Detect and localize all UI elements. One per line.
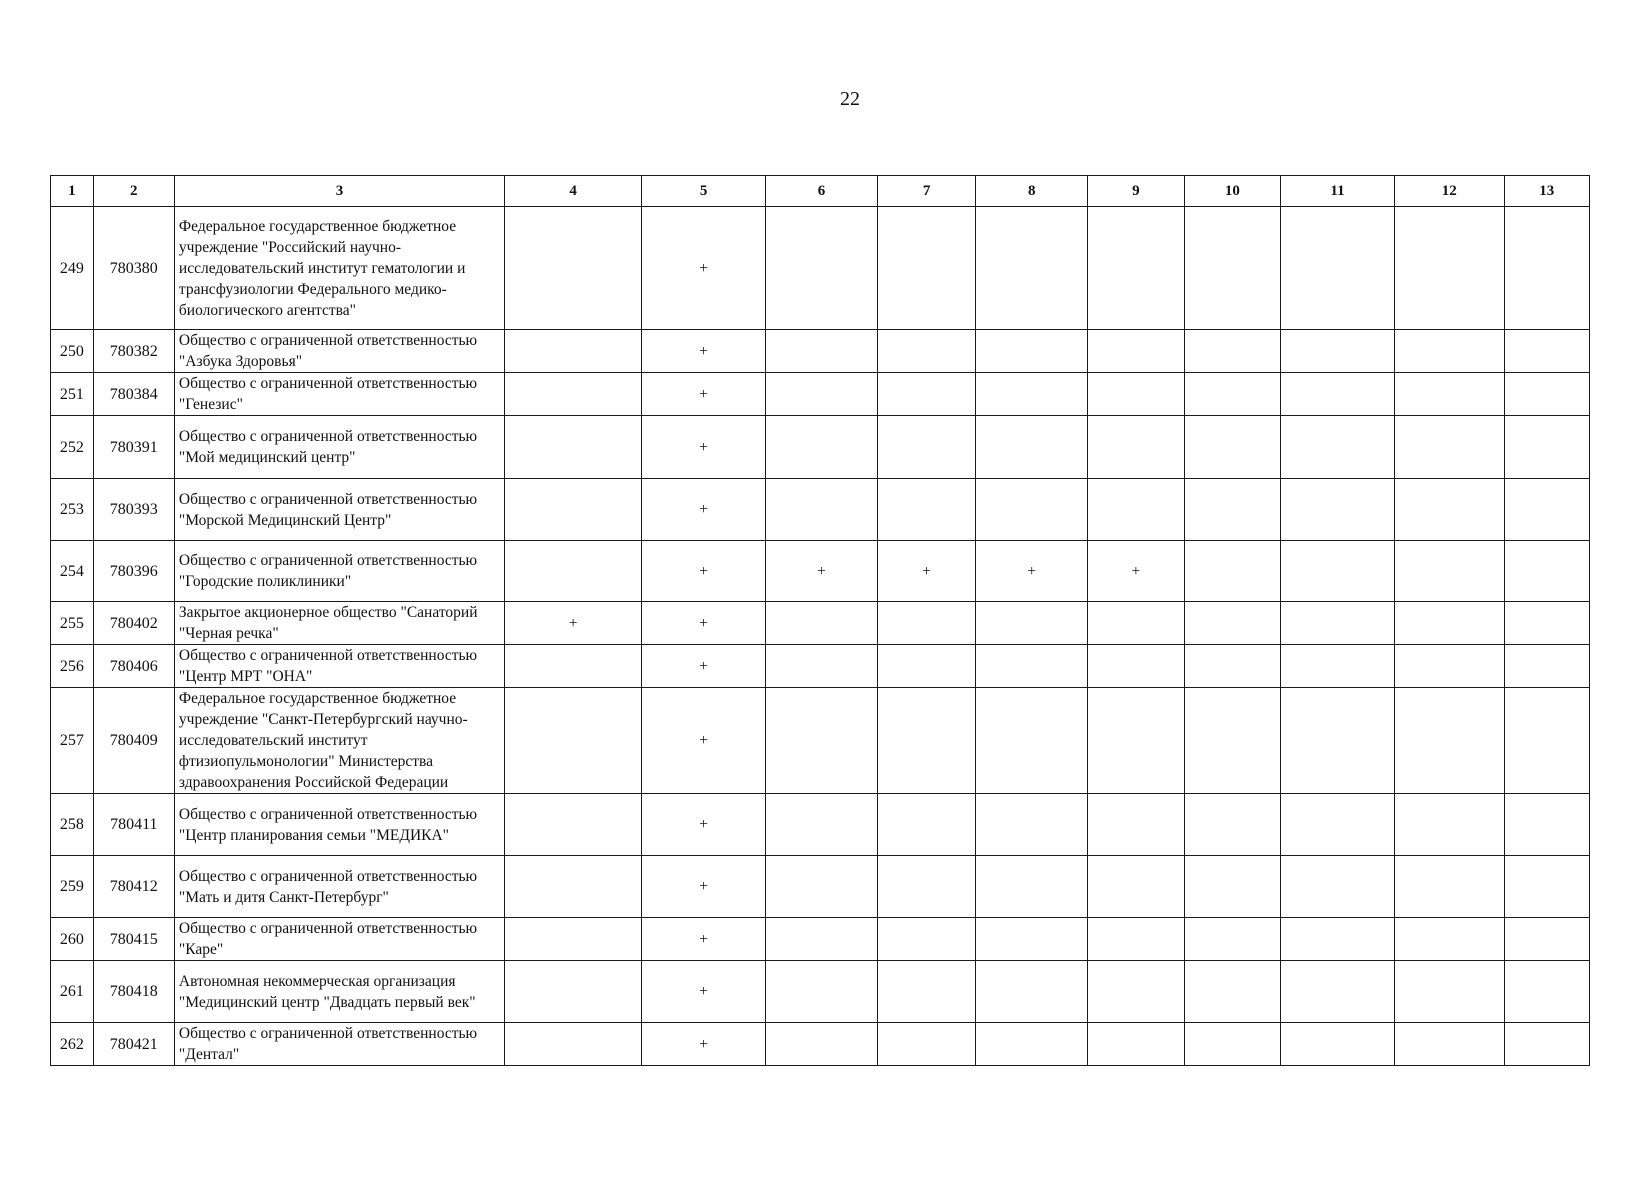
organizations-table: [50, 175, 1590, 1066]
mark-cell-col-11: [1281, 856, 1395, 918]
table-row: [51, 373, 1590, 416]
organization-code: 780412: [93, 856, 174, 918]
row-number: 254: [51, 541, 94, 602]
mark-cell-col-5: +: [642, 1023, 766, 1066]
row-number: 261: [51, 961, 94, 1023]
mark-cell-col-7: [877, 416, 976, 479]
mark-cell-col-13: [1504, 373, 1589, 416]
mark-cell-col-9: [1088, 479, 1185, 541]
mark-cell-col-10: [1184, 207, 1281, 330]
organization-code: 780418: [93, 961, 174, 1023]
mark-cell-col-5: +: [642, 207, 766, 330]
mark-cell-col-8: [976, 207, 1088, 330]
column-header: 10: [1184, 176, 1281, 207]
mark-cell-col-9: [1088, 961, 1185, 1023]
mark-cell-col-11: [1281, 645, 1395, 688]
mark-cell-col-13: [1504, 330, 1589, 373]
mark-cell-col-13: [1504, 479, 1589, 541]
organization-name: Общество с ограниченной ответственностью "Морской Медицинский Центр": [174, 479, 504, 541]
mark-cell-col-10: [1184, 1023, 1281, 1066]
organization-code: 780415: [93, 918, 174, 961]
mark-cell-col-6: +: [766, 541, 878, 602]
mark-cell-col-12: [1394, 207, 1504, 330]
mark-cell-col-7: [877, 330, 976, 373]
organization-name: Федеральное государственное бюджетное учреждение "Российский научно-исследовательский институт гематологии и трансфузиологии Федерального медико-биологического агентства": [174, 207, 504, 330]
mark-cell-col-8: +: [976, 541, 1088, 602]
mark-cell-col-12: [1394, 918, 1504, 961]
mark-cell-col-10: [1184, 373, 1281, 416]
mark-cell-col-4: [505, 541, 642, 602]
row-number: 262: [51, 1023, 94, 1066]
column-header: 7: [877, 176, 976, 207]
mark-cell-col-4: [505, 645, 642, 688]
mark-cell-col-4: [505, 416, 642, 479]
mark-cell-col-12: [1394, 602, 1504, 645]
mark-cell-col-7: [877, 207, 976, 330]
mark-cell-col-8: [976, 416, 1088, 479]
mark-cell-col-13: [1504, 918, 1589, 961]
mark-cell-col-8: [976, 1023, 1088, 1066]
header-row: [51, 176, 1590, 207]
mark-cell-col-7: [877, 918, 976, 961]
organization-code: 780409: [93, 688, 174, 794]
mark-cell-col-8: [976, 856, 1088, 918]
mark-cell-col-8: [976, 645, 1088, 688]
column-header: 8: [976, 176, 1088, 207]
mark-cell-col-7: [877, 794, 976, 856]
mark-cell-col-7: [877, 856, 976, 918]
mark-cell-col-7: [877, 688, 976, 794]
mark-cell-col-4: [505, 961, 642, 1023]
mark-cell-col-12: [1394, 330, 1504, 373]
organization-code: 780396: [93, 541, 174, 602]
mark-cell-col-10: [1184, 918, 1281, 961]
mark-cell-col-4: +: [505, 602, 642, 645]
column-header: 5: [642, 176, 766, 207]
mark-cell-col-4: [505, 373, 642, 416]
row-number: 260: [51, 918, 94, 961]
mark-cell-col-7: [877, 479, 976, 541]
row-number: 256: [51, 645, 94, 688]
mark-cell-col-13: [1504, 207, 1589, 330]
mark-cell-col-13: [1504, 794, 1589, 856]
mark-cell-col-8: [976, 373, 1088, 416]
table-row: [51, 479, 1590, 541]
table-row: [51, 961, 1590, 1023]
table-row: [51, 856, 1590, 918]
organization-name: Общество с ограниченной ответственностью "Азбука Здоровья": [174, 330, 504, 373]
table-row: [51, 1023, 1590, 1066]
mark-cell-col-13: [1504, 1023, 1589, 1066]
column-header: 11: [1281, 176, 1395, 207]
mark-cell-col-12: [1394, 479, 1504, 541]
mark-cell-col-9: [1088, 918, 1185, 961]
mark-cell-col-6: [766, 645, 878, 688]
mark-cell-col-5: +: [642, 479, 766, 541]
mark-cell-col-13: [1504, 688, 1589, 794]
mark-cell-col-6: [766, 794, 878, 856]
mark-cell-col-6: [766, 602, 878, 645]
table-row: [51, 207, 1590, 330]
mark-cell-col-12: [1394, 541, 1504, 602]
mark-cell-col-12: [1394, 645, 1504, 688]
mark-cell-col-9: [1088, 856, 1185, 918]
mark-cell-col-13: [1504, 602, 1589, 645]
row-number: 257: [51, 688, 94, 794]
mark-cell-col-5: +: [642, 602, 766, 645]
mark-cell-col-8: [976, 602, 1088, 645]
mark-cell-col-9: [1088, 688, 1185, 794]
mark-cell-col-4: [505, 1023, 642, 1066]
column-header: 1: [51, 176, 94, 207]
mark-cell-col-9: +: [1088, 541, 1185, 602]
table-row: [51, 918, 1590, 961]
column-header: 3: [174, 176, 504, 207]
mark-cell-col-11: [1281, 373, 1395, 416]
table-body: [51, 207, 1590, 1066]
mark-cell-col-11: [1281, 602, 1395, 645]
table-row: [51, 645, 1590, 688]
column-header: 9: [1088, 176, 1185, 207]
mark-cell-col-11: [1281, 688, 1395, 794]
mark-cell-col-4: [505, 856, 642, 918]
row-number: 249: [51, 207, 94, 330]
organization-name: Закрытое акционерное общество "Санаторий "Черная речка": [174, 602, 504, 645]
organization-code: 780382: [93, 330, 174, 373]
mark-cell-col-7: [877, 1023, 976, 1066]
mark-cell-col-10: [1184, 541, 1281, 602]
mark-cell-col-5: +: [642, 416, 766, 479]
mark-cell-col-9: [1088, 794, 1185, 856]
row-number: 251: [51, 373, 94, 416]
mark-cell-col-9: [1088, 1023, 1185, 1066]
column-header: 6: [766, 176, 878, 207]
mark-cell-col-13: [1504, 645, 1589, 688]
mark-cell-col-9: [1088, 373, 1185, 416]
mark-cell-col-13: [1504, 541, 1589, 602]
organization-name: Общество с ограниченной ответственностью "Каре": [174, 918, 504, 961]
mark-cell-col-6: [766, 373, 878, 416]
mark-cell-col-11: [1281, 479, 1395, 541]
mark-cell-col-13: [1504, 416, 1589, 479]
mark-cell-col-8: [976, 794, 1088, 856]
mark-cell-col-10: [1184, 794, 1281, 856]
mark-cell-col-4: [505, 330, 642, 373]
mark-cell-col-11: [1281, 416, 1395, 479]
organization-name: Федеральное государственное бюджетное учреждение "Санкт-Петербургский научно-исследовательский институт фтизиопульмонологии" Министерства здравоохранения Российской Федерации: [174, 688, 504, 794]
mark-cell-col-12: [1394, 688, 1504, 794]
mark-cell-col-6: [766, 918, 878, 961]
mark-cell-col-5: +: [642, 645, 766, 688]
mark-cell-col-8: [976, 688, 1088, 794]
mark-cell-col-4: [505, 479, 642, 541]
mark-cell-col-5: +: [642, 856, 766, 918]
column-header: 4: [505, 176, 642, 207]
mark-cell-col-10: [1184, 602, 1281, 645]
organization-name: Общество с ограниченной ответственностью "Мой медицинский центр": [174, 416, 504, 479]
table-row: [51, 541, 1590, 602]
mark-cell-col-10: [1184, 645, 1281, 688]
organization-name: Общество с ограниченной ответственностью "Центр МРТ "ОНА": [174, 645, 504, 688]
mark-cell-col-5: +: [642, 541, 766, 602]
mark-cell-col-12: [1394, 961, 1504, 1023]
mark-cell-col-10: [1184, 688, 1281, 794]
mark-cell-col-8: [976, 918, 1088, 961]
mark-cell-col-4: [505, 918, 642, 961]
mark-cell-col-5: +: [642, 373, 766, 416]
mark-cell-col-8: [976, 479, 1088, 541]
mark-cell-col-6: [766, 207, 878, 330]
mark-cell-col-4: [505, 207, 642, 330]
column-header: 2: [93, 176, 174, 207]
mark-cell-col-11: [1281, 794, 1395, 856]
mark-cell-col-13: [1504, 961, 1589, 1023]
mark-cell-col-11: [1281, 1023, 1395, 1066]
mark-cell-col-7: [877, 602, 976, 645]
row-number: 259: [51, 856, 94, 918]
mark-cell-col-12: [1394, 373, 1504, 416]
mark-cell-col-6: [766, 961, 878, 1023]
mark-cell-col-6: [766, 479, 878, 541]
mark-cell-col-13: [1504, 856, 1589, 918]
organization-code: 780380: [93, 207, 174, 330]
mark-cell-col-4: [505, 688, 642, 794]
column-header: 13: [1504, 176, 1589, 207]
mark-cell-col-6: [766, 856, 878, 918]
row-number: 255: [51, 602, 94, 645]
row-number: 250: [51, 330, 94, 373]
mark-cell-col-11: [1281, 330, 1395, 373]
mark-cell-col-9: [1088, 207, 1185, 330]
mark-cell-col-9: [1088, 330, 1185, 373]
mark-cell-col-12: [1394, 1023, 1504, 1066]
mark-cell-col-4: [505, 794, 642, 856]
mark-cell-col-8: [976, 961, 1088, 1023]
mark-cell-col-7: [877, 645, 976, 688]
row-number: 252: [51, 416, 94, 479]
organization-code: 780393: [93, 479, 174, 541]
mark-cell-col-9: [1088, 416, 1185, 479]
table-row: [51, 688, 1590, 794]
organization-code: 780421: [93, 1023, 174, 1066]
table-row: [51, 416, 1590, 479]
organization-name: Общество с ограниченной ответственностью "Генезис": [174, 373, 504, 416]
table-row: [51, 794, 1590, 856]
organization-name: Общество с ограниченной ответственностью "Городские поликлиники": [174, 541, 504, 602]
mark-cell-col-6: [766, 416, 878, 479]
mark-cell-col-10: [1184, 856, 1281, 918]
mark-cell-col-11: [1281, 541, 1395, 602]
mark-cell-col-5: +: [642, 918, 766, 961]
mark-cell-col-11: [1281, 961, 1395, 1023]
mark-cell-col-5: +: [642, 794, 766, 856]
organization-code: 780391: [93, 416, 174, 479]
table-row: [51, 602, 1590, 645]
mark-cell-col-12: [1394, 856, 1504, 918]
mark-cell-col-12: [1394, 794, 1504, 856]
organization-code: 780411: [93, 794, 174, 856]
organization-code: 780406: [93, 645, 174, 688]
mark-cell-col-10: [1184, 961, 1281, 1023]
mark-cell-col-5: +: [642, 961, 766, 1023]
column-header: 12: [1394, 176, 1504, 207]
mark-cell-col-5: +: [642, 330, 766, 373]
mark-cell-col-10: [1184, 330, 1281, 373]
mark-cell-col-6: [766, 330, 878, 373]
mark-cell-col-10: [1184, 479, 1281, 541]
page-number: 22: [840, 88, 860, 110]
mark-cell-col-7: +: [877, 541, 976, 602]
mark-cell-col-7: [877, 961, 976, 1023]
table-row: [51, 330, 1590, 373]
organization-name: Общество с ограниченной ответственностью "Центр планирования семьи "МЕДИКА": [174, 794, 504, 856]
mark-cell-col-11: [1281, 207, 1395, 330]
mark-cell-col-9: [1088, 602, 1185, 645]
mark-cell-col-5: +: [642, 688, 766, 794]
organization-name: Общество с ограниченной ответственностью "Мать и дитя Санкт-Петербург": [174, 856, 504, 918]
organization-code: 780402: [93, 602, 174, 645]
mark-cell-col-9: [1088, 645, 1185, 688]
mark-cell-col-10: [1184, 416, 1281, 479]
organization-code: 780384: [93, 373, 174, 416]
mark-cell-col-8: [976, 330, 1088, 373]
organization-name: Общество с ограниченной ответственностью "Дентал": [174, 1023, 504, 1066]
row-number: 253: [51, 479, 94, 541]
row-number: 258: [51, 794, 94, 856]
mark-cell-col-6: [766, 1023, 878, 1066]
mark-cell-col-7: [877, 373, 976, 416]
organization-name: Автономная некоммерческая организация "Медицинский центр "Двадцать первый век": [174, 961, 504, 1023]
mark-cell-col-6: [766, 688, 878, 794]
mark-cell-col-12: [1394, 416, 1504, 479]
mark-cell-col-11: [1281, 918, 1395, 961]
